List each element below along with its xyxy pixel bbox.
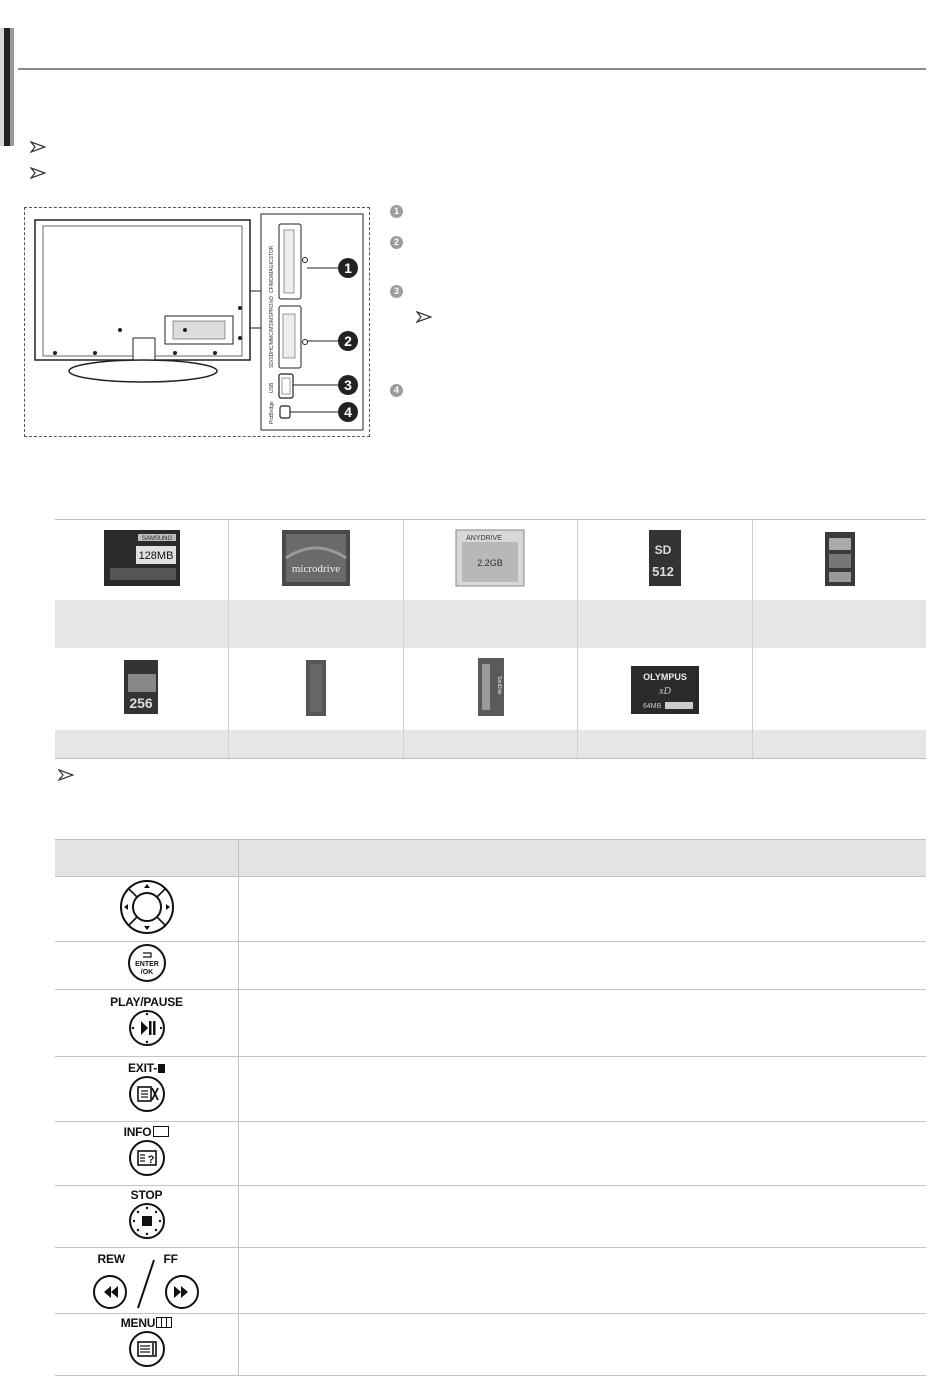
card-cell-memorystick-pro <box>403 648 578 730</box>
button-description <box>239 1186 927 1248</box>
tv-rear-diagram <box>24 207 370 437</box>
svg-text:SAMSUNG: SAMSUNG <box>141 535 172 542</box>
header-note-1 <box>30 140 46 156</box>
tv-back-illustration <box>25 208 369 436</box>
arrow-right-icon <box>416 311 432 323</box>
svg-text:128MB: 128MB <box>138 549 173 562</box>
smartmedia-card-image <box>799 528 879 588</box>
card-cell-xd <box>578 648 753 730</box>
card-cell-compactflash <box>55 520 229 601</box>
svg-text:64MB: 64MB <box>643 702 662 710</box>
button-description <box>239 990 927 1057</box>
stop-label: STOP <box>130 1188 163 1202</box>
header-note-2 <box>30 166 46 182</box>
table-row <box>55 1248 926 1314</box>
arrow-right-icon <box>30 141 46 153</box>
svg-text:microdrive: microdrive <box>291 562 340 575</box>
card-label <box>752 730 926 759</box>
play-pause-label: PLAY/PAUSE <box>110 994 183 1009</box>
svg-text:SanDisk: SanDisk <box>496 675 503 695</box>
list-number-4: 4 <box>390 384 403 397</box>
table-row <box>55 990 926 1057</box>
menu-label: MENU <box>55 1316 238 1330</box>
mmc-card-image <box>102 656 182 718</box>
list-note-3 <box>416 310 432 328</box>
svg-text:4: 4 <box>344 404 352 420</box>
table-row <box>55 1186 926 1248</box>
card-label <box>229 600 404 648</box>
list-number-3: 3 <box>390 285 403 298</box>
callout-3 <box>338 375 358 395</box>
slot-label-cf: CF/MD/MAGICSTOR <box>269 245 275 293</box>
remote-buttons-table <box>55 839 926 1376</box>
svg-text:SD: SD <box>654 542 672 557</box>
microdrive-card-image <box>276 528 356 588</box>
stop-icon <box>128 1202 166 1240</box>
cards-note <box>58 768 74 786</box>
list-number-2: 2 <box>390 236 403 249</box>
button-description <box>239 1248 927 1314</box>
info-label: INFO <box>55 1125 238 1139</box>
svg-text:512: 512 <box>652 563 674 579</box>
slot-label-usb: USB <box>269 382 275 393</box>
table-row <box>55 1057 926 1122</box>
exit-icon <box>128 1075 166 1113</box>
button-description <box>239 1314 927 1376</box>
exit-label: EXIT- <box>55 1061 238 1075</box>
anydrive-card-image <box>450 528 530 588</box>
svg-text:2.2GB: 2.2GB <box>477 557 504 568</box>
menu-icon <box>128 1330 166 1368</box>
slot-label-pictbridge: PictBridge <box>269 401 275 424</box>
card-label <box>578 600 753 648</box>
svg-text:OLYMPUS: OLYMPUS <box>643 671 687 682</box>
ff-label: FF <box>163 1251 178 1266</box>
callout-2 <box>338 331 358 351</box>
section-tab-bar <box>0 28 18 146</box>
card-cell-sd <box>578 520 753 601</box>
xd-card-image <box>625 656 705 718</box>
table-row <box>55 877 926 942</box>
card-label <box>55 730 229 759</box>
play-pause-icon <box>128 1009 166 1047</box>
svg-text:?: ? <box>147 1154 154 1166</box>
table-row <box>55 1122 926 1186</box>
rew-ff-icon <box>92 1252 202 1310</box>
svg-text:/OK: /OK <box>140 969 153 976</box>
table-row <box>55 1314 926 1376</box>
svg-text:ANYDRIVE: ANYDRIVE <box>466 534 503 542</box>
card-cell-memorystick <box>229 648 404 730</box>
button-description <box>239 1057 927 1122</box>
sd-card-image <box>625 528 705 588</box>
arrow-right-icon <box>58 769 74 781</box>
memory-card-table <box>55 519 926 759</box>
direction-pad-icon <box>119 879 175 935</box>
svg-text:1: 1 <box>344 260 352 276</box>
compactflash-card-image <box>102 528 182 588</box>
table-row <box>55 942 926 990</box>
svg-text:xD: xD <box>659 685 671 697</box>
card-label <box>403 600 578 648</box>
table-header-button <box>55 840 239 877</box>
callout-4 <box>338 402 358 422</box>
button-description <box>239 877 927 942</box>
svg-text:2: 2 <box>344 333 352 349</box>
rew-ff-group <box>92 1252 202 1310</box>
info-icon <box>128 1139 166 1177</box>
rew-label: REW <box>97 1251 125 1266</box>
card-label <box>229 730 404 759</box>
card-cell-anydrive <box>403 520 578 601</box>
svg-text:ENTER: ENTER <box>134 961 159 968</box>
card-label <box>55 600 229 648</box>
card-label <box>403 730 578 759</box>
list-number-1: 1 <box>390 205 403 218</box>
enter-ok-icon <box>127 943 167 983</box>
slot-label-sd: SD/SDHC/MMC/MS/MSPRO/xD <box>269 296 275 368</box>
card-label <box>752 600 926 648</box>
svg-text:256: 256 <box>128 694 153 711</box>
card-cell-empty <box>752 648 926 730</box>
card-cell-smartmedia <box>752 520 926 601</box>
callout-1 <box>338 258 358 278</box>
button-description <box>239 942 927 990</box>
table-header-function <box>239 840 927 877</box>
button-description <box>239 1122 927 1186</box>
svg-text:3: 3 <box>344 377 352 393</box>
card-cell-microdrive <box>229 520 404 601</box>
arrow-right-icon <box>30 167 46 179</box>
memorystick-card-image <box>276 656 356 718</box>
card-label <box>578 730 753 759</box>
header-rule <box>18 68 926 70</box>
card-cell-mmc <box>55 648 229 730</box>
memorystick-pro-card-image <box>450 656 530 718</box>
